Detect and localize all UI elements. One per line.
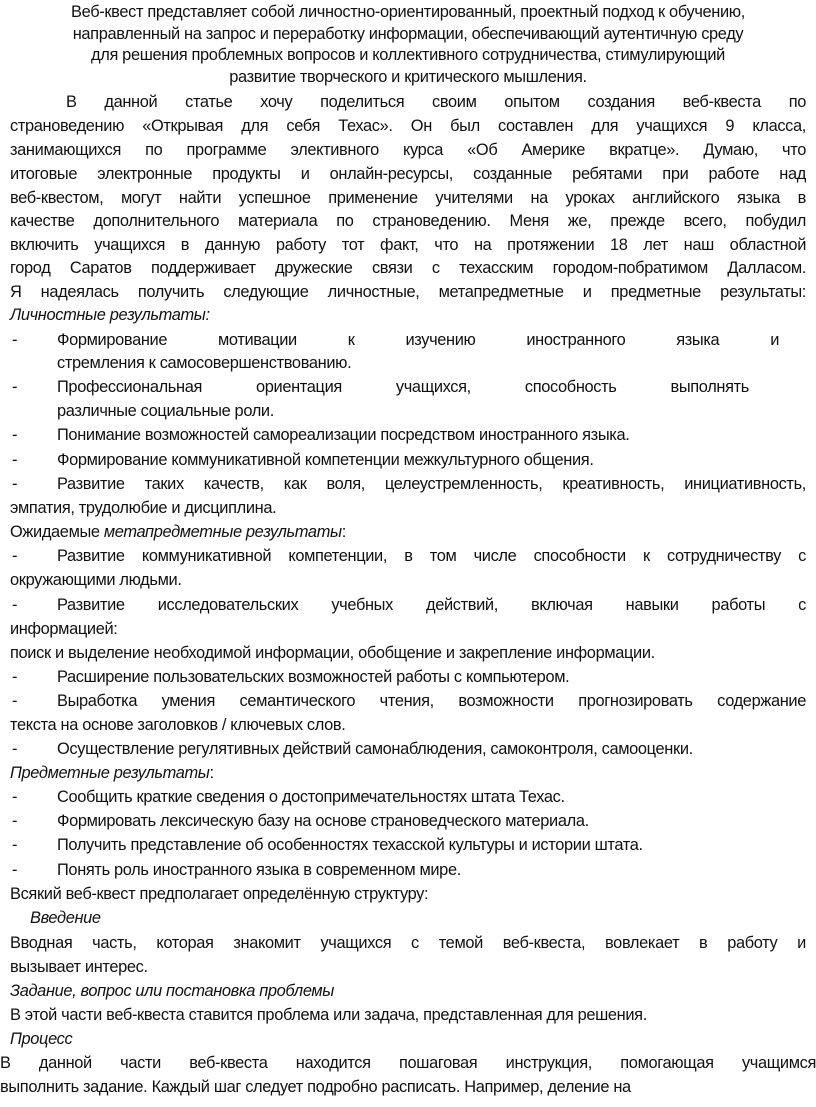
list-item-cont: текста на основе заголовков / ключевых слов. (10, 716, 346, 734)
bullet-dash: - (12, 451, 18, 469)
article-line: город Саратов поддерживает дружеские связи с техасским городом-побратимом Далласом. (10, 259, 806, 277)
article-line: включить учащихся в данную работу тот факт, что на протяжении 18 лет наш областной (10, 236, 806, 254)
list-item: Расширение пользовательских возможностей работы с компьютером. (57, 668, 570, 686)
intro-line: развитие творческого и критического мышления. (229, 68, 587, 86)
intro-line: для решения проблемных вопросов и коллективного сотрудничества, стимулирующий (91, 46, 725, 64)
article-line: занимающихся по программе элективного курса «Об Америке вкратце». Думаю, что (10, 141, 806, 159)
list-item: Получить представление об особенностях техасской культуры и истории штата. (57, 836, 643, 854)
list-item-cont: поиск и выделение необходимой информации, обобщение и закрепление информации. (10, 644, 655, 662)
list-item: Формирование мотивации к изучению иностранного языка и (57, 331, 779, 349)
task-heading: Задание, вопрос или постановка проблемы (10, 982, 334, 1000)
bullet-dash: - (12, 836, 18, 854)
list-item: Понимание возможностей самореализации посредством иностранного языка. (57, 426, 630, 444)
heading-suffix: : (341, 523, 346, 541)
task-text: В этой части веб-квеста ставится проблема или задача, представленная для решения. (10, 1006, 647, 1024)
intro-line: Веб-квест представляет собой личностно-ориентированный, проектный подход к обучению, (71, 3, 745, 21)
bullet-dash: - (12, 788, 18, 806)
list-item: Профессиональная ориентация учащихся, способность выполнять (57, 378, 749, 396)
article-line: В данной статье хочу поделиться своим опытом создания веб-квеста по (66, 93, 806, 111)
list-item: Осуществление регулятивных действий самонаблюдения, самоконтроля, самооценки. (57, 740, 693, 758)
article-line: итоговые электронные продукты и онлайн-ресурсы, созданные ребятами при работе над (10, 165, 806, 183)
process-text: выполнить задание. Каждый шаг следует подробно расписать. Например, деление на (0, 1078, 631, 1096)
list-item: Развитие исследовательских учебных действий, включая навыки работы с (57, 596, 806, 614)
list-item: Сообщить краткие сведения о достопримечательностях штата Техас. (57, 788, 565, 806)
intro-line: направленный на запрос и переработку информации, обеспечивающий аутентичную среду (72, 25, 744, 43)
article-line: Я надеялась получить следующие личностные, метапредметные и предметные результаты: (10, 283, 806, 301)
list-item: Выработка умения семантического чтения, возможности прогнозировать содержание (57, 692, 806, 710)
article-line: веб-квестом, могут найти успешное применение учителями на уроках английского языка в (10, 189, 806, 207)
list-item-cont: эмпатия, трудолюбие и дисциплина. (10, 499, 277, 517)
bullet-dash: - (12, 378, 18, 396)
personal-results-heading: Личностные результаты: (10, 306, 210, 324)
bullet-dash: - (12, 861, 18, 879)
list-item: Развитие коммуникативной компетенции, в том числе способности к сотрудничеству с (57, 547, 806, 565)
bullet-dash: - (12, 740, 18, 758)
bullet-dash: - (12, 668, 18, 686)
heading-italic: метапредметные результаты (103, 523, 342, 541)
bullet-dash: - (12, 426, 18, 444)
bullet-dash: - (12, 475, 18, 493)
intro-heading: Введение (30, 909, 101, 927)
article-line: качестве дополнительного материала по страноведению. Меня же, прежде всего, побудил (10, 212, 806, 230)
bullet-dash: - (12, 812, 18, 830)
heading-italic: Предметные результаты (10, 764, 210, 782)
heading-suffix: : (209, 764, 214, 782)
intro-text: вызывает интерес. (10, 958, 148, 976)
list-item-cont: информацией: (10, 620, 118, 638)
list-item-cont: окружающими людьми. (10, 571, 182, 589)
bullet-dash: - (12, 692, 18, 710)
bullet-dash: - (12, 331, 18, 349)
list-item-cont: различные социальные роли. (57, 402, 274, 420)
list-item: Формирование коммуникативной компетенции межкультурного общения. (57, 451, 594, 469)
process-text: В данной части веб-квеста находится пошаговая инструкция, помогающая учащимся (0, 1054, 816, 1072)
article-line: страноведению «Открывая для себя Техас». Он был составлен для учащихся 9 класса, (10, 117, 806, 135)
bullet-dash: - (12, 547, 18, 565)
bullet-dash: - (12, 596, 18, 614)
structure-lead: Всякий веб-квест предполагает определённую структуру: (10, 885, 429, 903)
process-heading: Процесс (10, 1030, 73, 1048)
meta-results-heading (10, 520, 806, 544)
list-item: Понять роль иностранного языка в современном мире. (57, 861, 461, 879)
heading-prefix: Ожидаемые (10, 523, 104, 541)
list-item: Развитие таких качеств, как воля, целеустремленность, креативность, инициативность, (57, 475, 806, 493)
list-item-cont: стремления к самосовершенствованию. (57, 354, 352, 372)
list-item: Формировать лексическую базу на основе страноведческого материала. (57, 812, 589, 830)
intro-text: Вводная часть, которая знакомит учащихся с темой веб-квеста, вовлекает в работу и (10, 934, 806, 952)
subject-results-heading (10, 761, 806, 785)
